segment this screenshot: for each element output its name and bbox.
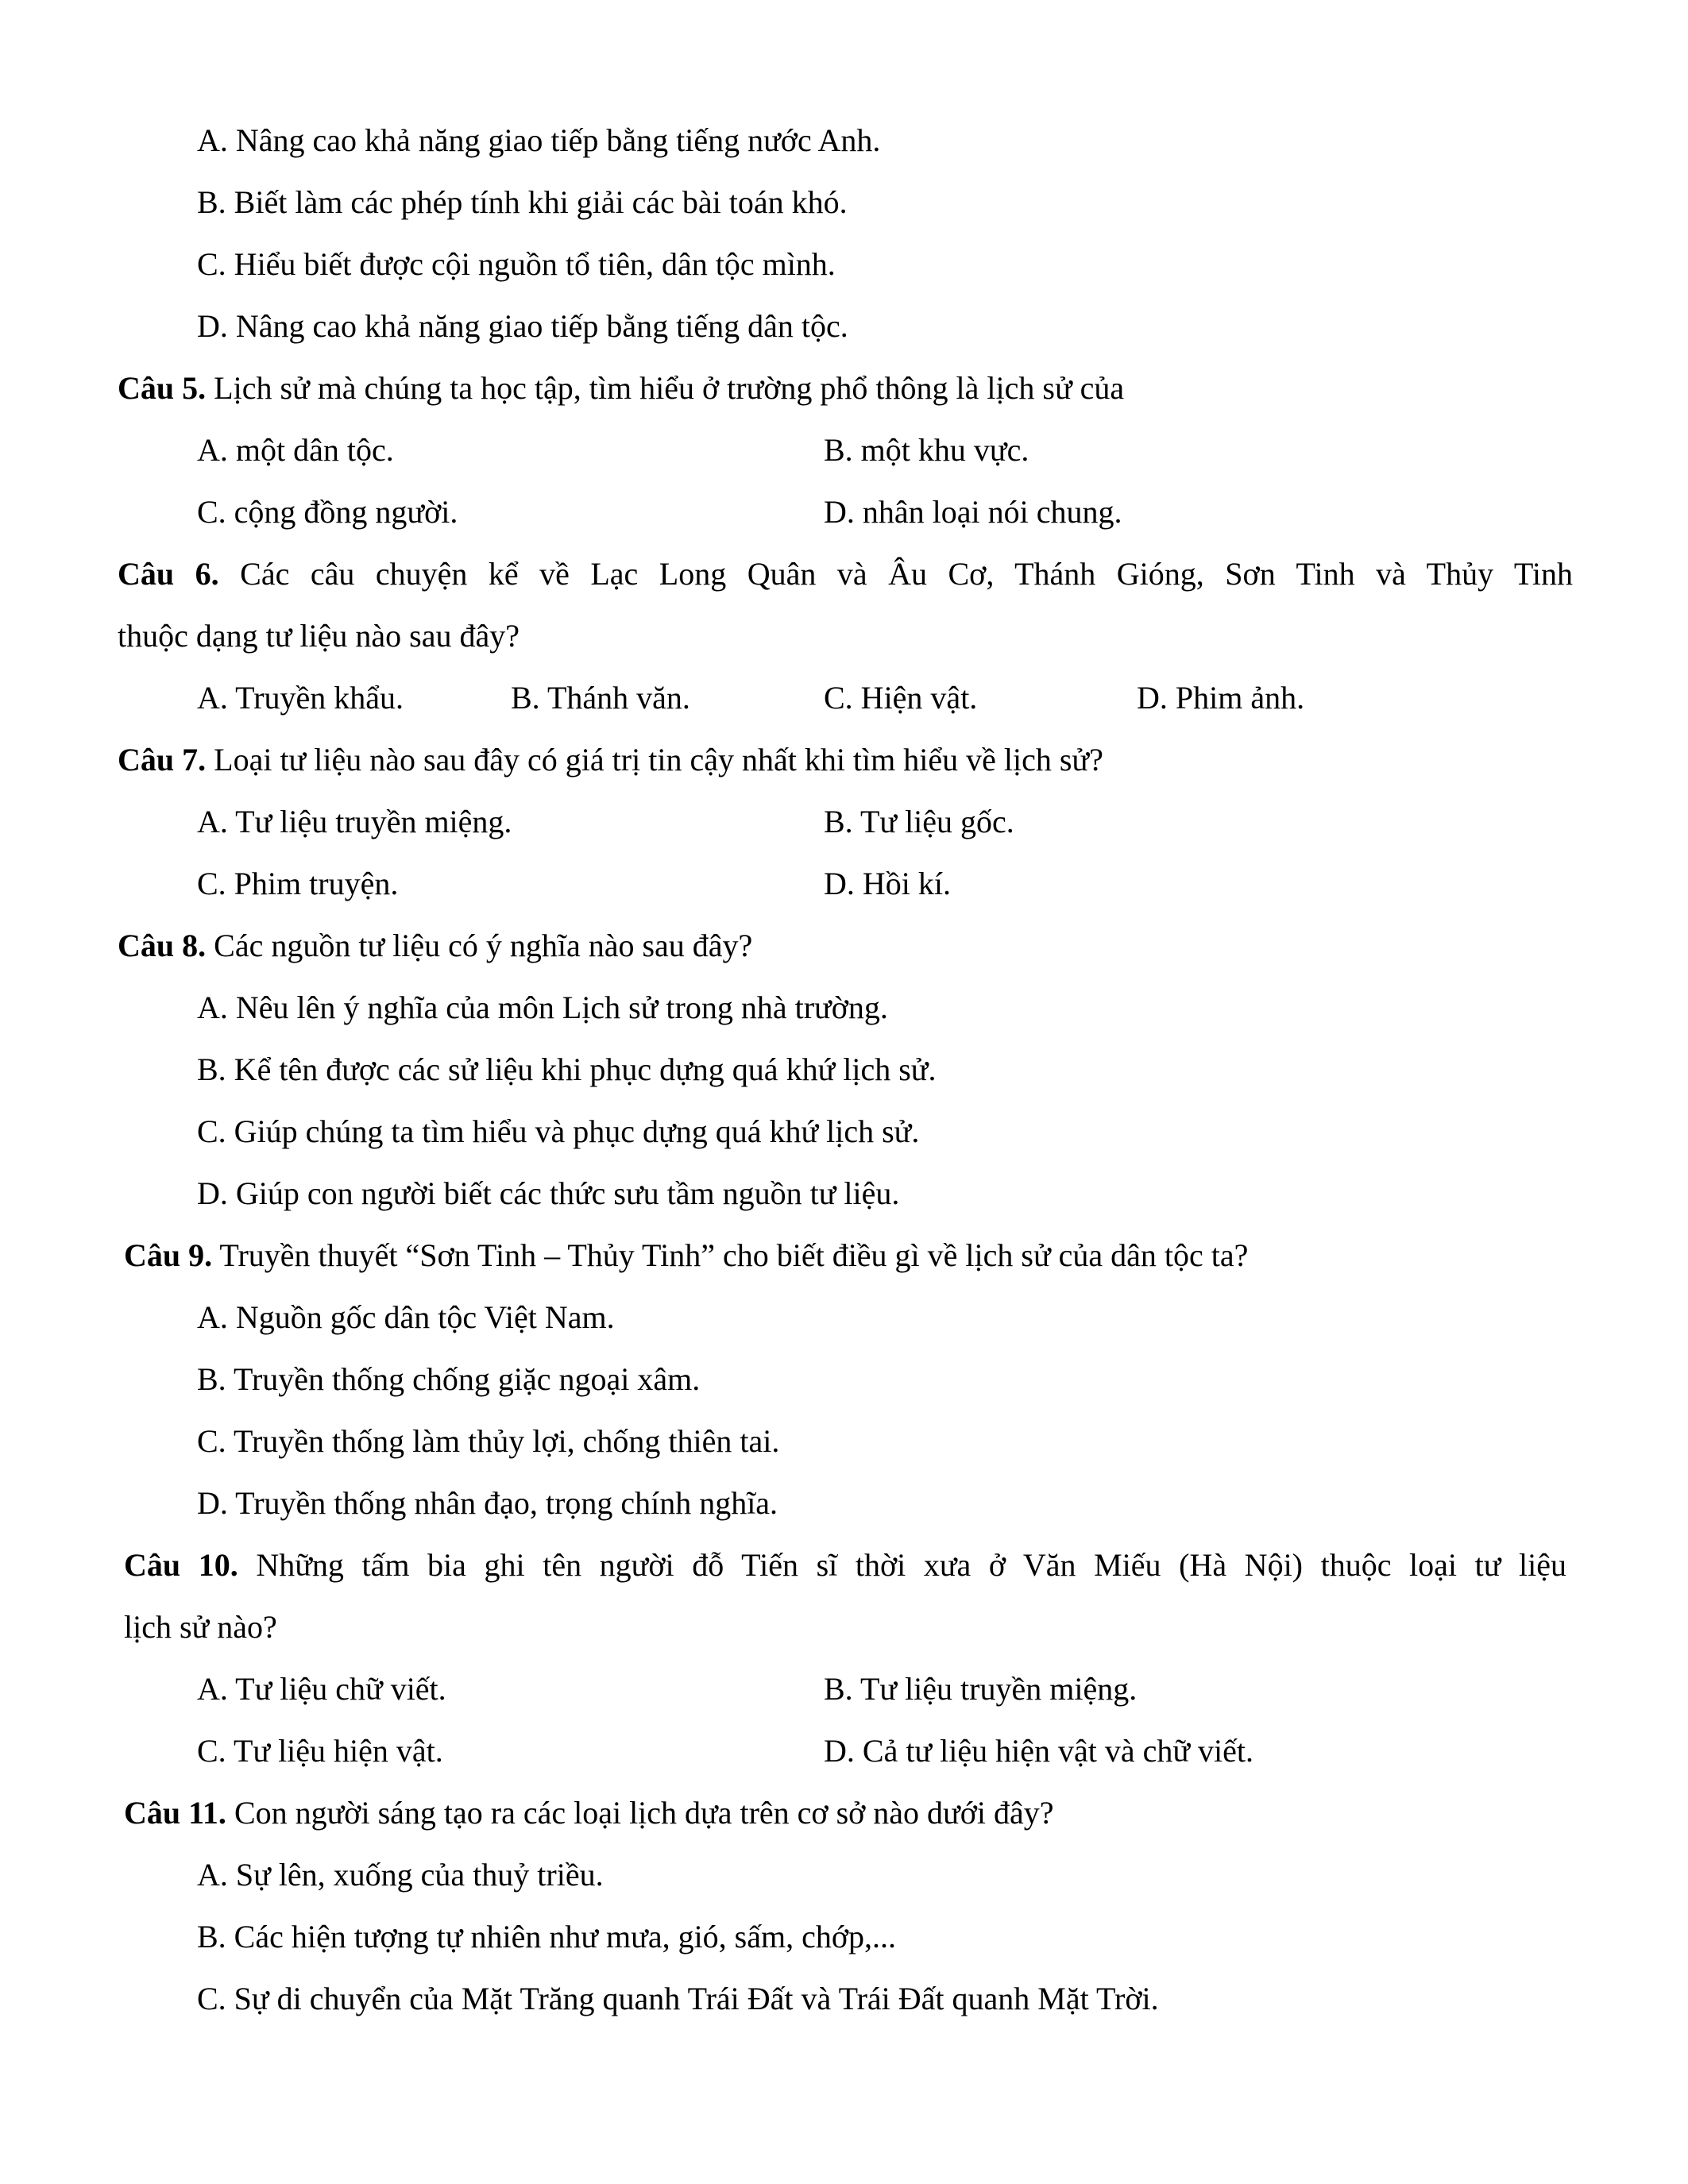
q8-text: Các nguồn tư liệu có ý nghĩa nào sau đây? — [206, 928, 753, 963]
q10-text-line1: Những tấm bia ghi tên người đỗ Tiến sĩ thời xưa ở Văn Miếu (Hà Nội) thuộc loại tư liệu — [238, 1547, 1566, 1583]
q6-option-a: A. Truyền khẩu. — [197, 680, 404, 716]
q9-option-d: D. Truyền thống nhân đạo, trọng chính nghĩa. — [197, 1485, 778, 1521]
q7-option-d: D. Hồi kí. — [824, 866, 951, 901]
q4-option-c: C. Hiểu biết được cội nguồn tổ tiên, dân tộc mình. — [197, 246, 836, 282]
q5-option-a: A. một dân tộc. — [197, 432, 394, 468]
q7-question — [118, 741, 1103, 779]
q4-option-b: B. Biết làm các phép tính khi giải các bài toán khó. — [197, 184, 848, 220]
q5-option-b: B. một khu vực. — [824, 432, 1029, 468]
q6-question-line1 — [118, 555, 1573, 593]
q5-question — [118, 369, 1124, 407]
q8-option-b: B. Kể tên được các sử liệu khi phục dựng quá khứ lịch sử. — [197, 1051, 937, 1087]
q11-label: Câu 11. — [124, 1795, 226, 1831]
q9-option-b: B. Truyền thống chống giặc ngoại xâm. — [197, 1361, 701, 1397]
q7-option-a: A. Tư liệu truyền miệng. — [197, 804, 512, 839]
q8-option-c: C. Giúp chúng ta tìm hiểu và phục dựng quá khứ lịch sử. — [197, 1113, 920, 1149]
q9-question — [124, 1237, 1248, 1275]
q6-text-line1: Các câu chuyện kể về Lạc Long Quân và Âu Cơ, Thánh Gióng, Sơn Tinh và Thủy Tinh — [218, 556, 1573, 592]
q9-option-c: C. Truyền thống làm thủy lợi, chống thiên tai. — [197, 1423, 780, 1459]
q6-option-b: B. Thánh văn. — [511, 680, 690, 716]
q5-label: Câu 5. — [118, 370, 207, 406]
q6-question-line2: thuộc dạng tư liệu nào sau đây? — [118, 618, 520, 654]
q6-option-d: D. Phim ảnh. — [1137, 680, 1305, 716]
q9-text: Truyền thuyết “Sơn Tinh – Thủy Tinh” cho biết điều gì về lịch sử của dân tộc ta? — [212, 1237, 1249, 1273]
q4-option-d: D. Nâng cao khả năng giao tiếp bằng tiếng dân tộc. — [197, 308, 848, 344]
q11-question — [124, 1794, 1054, 1832]
q5-text: Lịch sử mà chúng ta học tập, tìm hiểu ở trường phổ thông là lịch sử của — [206, 370, 1125, 406]
q11-option-b: B. Các hiện tượng tự nhiên như mưa, gió, sấm, chớp,... — [197, 1919, 897, 1954]
q6-label: Câu 6. — [118, 556, 219, 592]
q10-question-line1 — [124, 1546, 1566, 1584]
q7-option-b: B. Tư liệu gốc. — [824, 804, 1014, 839]
q7-option-c: C. Phim truyện. — [197, 866, 399, 901]
q7-text: Loại tư liệu nào sau đây có giá trị tin cậy nhất khi tìm hiểu về lịch sử? — [206, 742, 1103, 778]
q9-option-a: A. Nguồn gốc dân tộc Việt Nam. — [197, 1299, 615, 1335]
q10-option-a: A. Tư liệu chữ viết. — [197, 1671, 446, 1707]
q9-label: Câu 9. — [124, 1237, 213, 1273]
q11-option-c: C. Sự di chuyển của Mặt Trăng quanh Trái Đất và Trái Đất quanh Mặt Trời. — [197, 1981, 1159, 2016]
q10-option-b: B. Tư liệu truyền miệng. — [824, 1671, 1138, 1707]
q6-option-c: C. Hiện vật. — [824, 680, 978, 716]
q8-option-d: D. Giúp con người biết các thức sưu tầm nguồn tư liệu. — [197, 1175, 900, 1211]
q8-question — [118, 927, 752, 965]
q10-option-d: D. Cả tư liệu hiện vật và chữ viết. — [824, 1733, 1253, 1769]
q11-option-a: A. Sự lên, xuống của thuỷ triều. — [197, 1857, 604, 1893]
q11-text: Con người sáng tạo ra các loại lịch dựa trên cơ sở nào dưới đây? — [226, 1795, 1054, 1831]
q4-option-a: A. Nâng cao khả năng giao tiếp bằng tiếng nước Anh. — [197, 122, 881, 158]
q5-option-c: C. cộng đồng người. — [197, 494, 458, 530]
q7-label: Câu 7. — [118, 742, 207, 778]
q10-question-line2: lịch sử nào? — [124, 1609, 277, 1645]
q10-option-c: C. Tư liệu hiện vật. — [197, 1733, 443, 1769]
q8-label: Câu 8. — [118, 928, 207, 963]
q10-label: Câu 10. — [124, 1547, 238, 1583]
q8-option-a: A. Nêu lên ý nghĩa của môn Lịch sử trong nhà trường. — [197, 990, 888, 1025]
q5-option-d: D. nhân loại nói chung. — [824, 494, 1122, 530]
